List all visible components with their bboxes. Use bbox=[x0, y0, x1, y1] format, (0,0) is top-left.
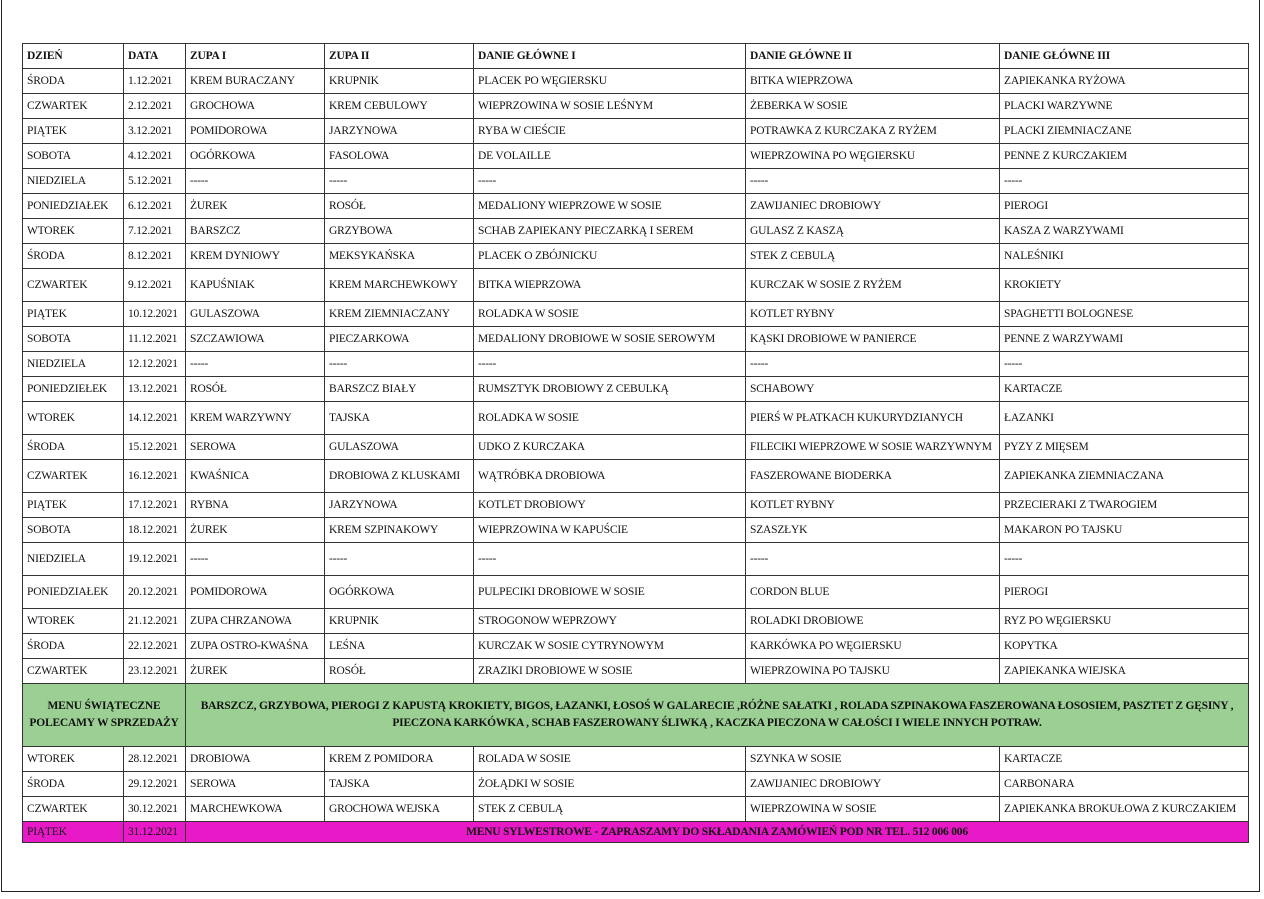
menu-row bbox=[23, 327, 1249, 352]
cell-main-1: WIEPRZOWINA W KAPUŚCIE bbox=[474, 518, 746, 543]
cell-day: CZWARTEK bbox=[23, 659, 124, 684]
cell-soup-2: ROSÓŁ bbox=[325, 194, 474, 219]
cell-date: 8.12.2021 bbox=[124, 244, 186, 269]
cell-soup-1: ŻUREK bbox=[186, 194, 325, 219]
cell-main-2: WIEPRZOWINA W SOSIE bbox=[746, 797, 1000, 822]
cell-main-1: STROGONOW WEPRZOWY bbox=[474, 609, 746, 634]
menu-row bbox=[23, 659, 1249, 684]
cell-main-1: RUMSZTYK DROBIOWY Z CEBULKĄ bbox=[474, 377, 746, 402]
cell-soup-2: LEŚNA bbox=[325, 634, 474, 659]
cell-date: 3.12.2021 bbox=[124, 119, 186, 144]
cell-day: ŚRODA bbox=[23, 435, 124, 460]
cell-date: 30.12.2021 bbox=[124, 797, 186, 822]
menu-row bbox=[23, 302, 1249, 327]
menu-row bbox=[23, 747, 1249, 772]
cell-soup-1: POMIDOROWA bbox=[186, 119, 325, 144]
menu-row bbox=[23, 435, 1249, 460]
cell-main-1: ----- bbox=[474, 169, 746, 194]
cell-main-1: ----- bbox=[474, 352, 746, 377]
menu-row bbox=[23, 460, 1249, 493]
cell-soup-1: OGÓRKOWA bbox=[186, 144, 325, 169]
cell-main-2: WIEPRZOWINA PO TAJSKU bbox=[746, 659, 1000, 684]
cell-date: 11.12.2021 bbox=[124, 327, 186, 352]
cell-day: CZWARTEK bbox=[23, 797, 124, 822]
cell-day: ŚRODA bbox=[23, 772, 124, 797]
cell-main-1: ROLADA W SOSIE bbox=[474, 747, 746, 772]
menu-row bbox=[23, 377, 1249, 402]
cell-date: 4.12.2021 bbox=[124, 144, 186, 169]
cell-main-1: RYBA W CIEŚCIE bbox=[474, 119, 746, 144]
cell-main-2: KOTLET RYBNY bbox=[746, 493, 1000, 518]
cell-date: 7.12.2021 bbox=[124, 219, 186, 244]
menu-row bbox=[23, 493, 1249, 518]
cell-main-2: SZASZŁYK bbox=[746, 518, 1000, 543]
cell-main-2: ZAWIJANIEC DROBIOWY bbox=[746, 194, 1000, 219]
cell-date: 17.12.2021 bbox=[124, 493, 186, 518]
menu-table bbox=[22, 43, 1249, 843]
cell-soup-2: KREM Z POMIDORA bbox=[325, 747, 474, 772]
cell-soup-1: ZUPA OSTRO-KWAŚNA bbox=[186, 634, 325, 659]
cell-main-2: ŻEBERKA W SOSIE bbox=[746, 94, 1000, 119]
cell-main-2: ZAWIJANIEC DROBIOWY bbox=[746, 772, 1000, 797]
header-soup-2: ZUPA II bbox=[325, 44, 474, 69]
cell-soup-2: GULASZOWA bbox=[325, 435, 474, 460]
cell-soup-1: BARSZCZ bbox=[186, 219, 325, 244]
cell-main-1: PLACEK PO WĘGIERSKU bbox=[474, 69, 746, 94]
header-date: DATA bbox=[124, 44, 186, 69]
cell-main-3: ----- bbox=[1000, 169, 1249, 194]
menu-row bbox=[23, 772, 1249, 797]
cell-main-1: DE VOLAILLE bbox=[474, 144, 746, 169]
cell-date: 19.12.2021 bbox=[124, 543, 186, 576]
cell-date: 23.12.2021 bbox=[124, 659, 186, 684]
cell-day: WTOREK bbox=[23, 609, 124, 634]
cell-main-1: WIEPRZOWINA W SOSIE LEŚNYM bbox=[474, 94, 746, 119]
menu-row bbox=[23, 194, 1249, 219]
cell-day: WTOREK bbox=[23, 402, 124, 435]
cell-main-1: KOTLET DROBIOWY bbox=[474, 493, 746, 518]
header-main-3: DANIE GŁÓWNE III bbox=[1000, 44, 1249, 69]
holiday-menu-text: BARSZCZ, GRZYBOWA, PIEROGI Z KAPUSTĄ KROKIETY, BIGOS, ŁAZANKI, ŁOSOŚ W GALARECIE ,RÓŻNE SAŁATKI , ROLADA SZPINAKOWA FASZEROWANA ŁOSOSIEM, PASZTET Z GĘSINY , PIECZONA KARKÓWKA , SCHAB FASZEROWANY ŚLIWKĄ , KACZKA PIECZONA W CAŁOŚCI I WIELE INNYCH POTRAW. bbox=[186, 684, 1249, 747]
menu-row bbox=[23, 402, 1249, 435]
cell-main-1: ----- bbox=[474, 543, 746, 576]
cell-main-2: STEK Z CEBULĄ bbox=[746, 244, 1000, 269]
cell-soup-2: ----- bbox=[325, 543, 474, 576]
cell-soup-2: KREM MARCHEWKOWY bbox=[325, 269, 474, 302]
cell-main-2: CORDON BLUE bbox=[746, 576, 1000, 609]
cell-date: 13.12.2021 bbox=[124, 377, 186, 402]
new-year-date: 31.12.2021 bbox=[124, 822, 186, 843]
cell-date: 18.12.2021 bbox=[124, 518, 186, 543]
cell-date: 6.12.2021 bbox=[124, 194, 186, 219]
cell-main-3: PLACKI WARZYWNE bbox=[1000, 94, 1249, 119]
cell-soup-1: GROCHOWA bbox=[186, 94, 325, 119]
cell-main-2: PIERŚ W PŁATKACH KUKURYDZIANYCH bbox=[746, 402, 1000, 435]
header-main-1: DANIE GŁÓWNE I bbox=[474, 44, 746, 69]
cell-soup-1: SEROWA bbox=[186, 772, 325, 797]
cell-date: 1.12.2021 bbox=[124, 69, 186, 94]
cell-main-3: PENNE Z KURCZAKIEM bbox=[1000, 144, 1249, 169]
cell-date: 22.12.2021 bbox=[124, 634, 186, 659]
holiday-menu-row bbox=[23, 684, 1249, 747]
cell-day: NIEDZIELA bbox=[23, 352, 124, 377]
cell-day: PIĄTEK bbox=[23, 119, 124, 144]
cell-main-3: PYZY Z MIĘSEM bbox=[1000, 435, 1249, 460]
cell-main-1: PLACEK O ZBÓJNICKU bbox=[474, 244, 746, 269]
cell-main-2: KURCZAK W SOSIE Z RYŻEM bbox=[746, 269, 1000, 302]
cell-main-2: BITKA WIEPRZOWA bbox=[746, 69, 1000, 94]
cell-soup-2: DROBIOWA Z KLUSKAMI bbox=[325, 460, 474, 493]
menu-row bbox=[23, 219, 1249, 244]
cell-soup-1: POMIDOROWA bbox=[186, 576, 325, 609]
cell-main-2: FILECIKI WIEPRZOWE W SOSIE WARZYWNYM bbox=[746, 435, 1000, 460]
cell-main-2: KOTLET RYBNY bbox=[746, 302, 1000, 327]
cell-soup-1: SEROWA bbox=[186, 435, 325, 460]
cell-main-3: KARTACZE bbox=[1000, 747, 1249, 772]
header-row bbox=[23, 44, 1249, 69]
menu-row bbox=[23, 94, 1249, 119]
cell-main-3: PIEROGI bbox=[1000, 576, 1249, 609]
menu-row bbox=[23, 518, 1249, 543]
menu-row bbox=[23, 576, 1249, 609]
cell-soup-2: GROCHOWA WEJSKA bbox=[325, 797, 474, 822]
cell-soup-1: KREM BURACZANY bbox=[186, 69, 325, 94]
cell-day: SOBOTA bbox=[23, 144, 124, 169]
cell-main-3: PIEROGI bbox=[1000, 194, 1249, 219]
cell-main-1: SCHAB ZAPIEKANY PIECZARKĄ I SEREM bbox=[474, 219, 746, 244]
cell-main-2: POTRAWKA Z KURCZAKA Z RYŻEM bbox=[746, 119, 1000, 144]
cell-main-3: KOPYTKA bbox=[1000, 634, 1249, 659]
new-year-message: MENU SYLWESTROWE - ZAPRASZAMY DO SKŁADANIA ZAMÓWIEŃ POD NR TEL. 512 006 006 bbox=[186, 822, 1249, 843]
cell-day: WTOREK bbox=[23, 747, 124, 772]
menu-row bbox=[23, 69, 1249, 94]
menu-row bbox=[23, 119, 1249, 144]
cell-date: 15.12.2021 bbox=[124, 435, 186, 460]
cell-date: 12.12.2021 bbox=[124, 352, 186, 377]
cell-soup-2: ----- bbox=[325, 352, 474, 377]
cell-main-1: ZRAZIKI DROBIOWE W SOSIE bbox=[474, 659, 746, 684]
cell-soup-1: ROSÓŁ bbox=[186, 377, 325, 402]
cell-main-1: ROLADKA W SOSIE bbox=[474, 302, 746, 327]
cell-soup-2: KRUPNIK bbox=[325, 609, 474, 634]
cell-main-3: NALEŚNIKI bbox=[1000, 244, 1249, 269]
cell-main-3: PRZECIERAKI Z TWAROGIEM bbox=[1000, 493, 1249, 518]
cell-soup-2: TAJSKA bbox=[325, 402, 474, 435]
cell-soup-2: ----- bbox=[325, 169, 474, 194]
menu-row bbox=[23, 634, 1249, 659]
cell-day: PONIEDZIAŁEK bbox=[23, 576, 124, 609]
cell-soup-2: PIECZARKOWA bbox=[325, 327, 474, 352]
cell-main-2: GULASZ Z KASZĄ bbox=[746, 219, 1000, 244]
cell-main-3: ZAPIEKANKA BROKUŁOWA Z KURCZAKIEM bbox=[1000, 797, 1249, 822]
cell-main-1: ROLADKA W SOSIE bbox=[474, 402, 746, 435]
cell-main-3: SPAGHETTI BOLOGNESE bbox=[1000, 302, 1249, 327]
cell-day: CZWARTEK bbox=[23, 460, 124, 493]
cell-main-2: KĄSKI DROBIOWE W PANIERCE bbox=[746, 327, 1000, 352]
cell-soup-2: BARSZCZ BIAŁY bbox=[325, 377, 474, 402]
cell-soup-2: MEKSYKAŃSKA bbox=[325, 244, 474, 269]
cell-soup-1: DROBIOWA bbox=[186, 747, 325, 772]
cell-main-3: KARTACZE bbox=[1000, 377, 1249, 402]
cell-main-2: KARKÓWKA PO WĘGIERSKU bbox=[746, 634, 1000, 659]
cell-main-3: MAKARON PO TAJSKU bbox=[1000, 518, 1249, 543]
cell-main-3: ----- bbox=[1000, 543, 1249, 576]
cell-day: PONIEDZIAŁEK bbox=[23, 194, 124, 219]
cell-soup-1: KAPUŚNIAK bbox=[186, 269, 325, 302]
new-year-row bbox=[23, 822, 1249, 843]
cell-main-1: PULPECIKI DROBIOWE W SOSIE bbox=[474, 576, 746, 609]
cell-soup-2: KREM ZIEMNIACZANY bbox=[325, 302, 474, 327]
cell-soup-1: ŻUREK bbox=[186, 659, 325, 684]
cell-soup-1: KWAŚNICA bbox=[186, 460, 325, 493]
cell-soup-1: SZCZAWIOWA bbox=[186, 327, 325, 352]
cell-soup-2: JARZYNOWA bbox=[325, 493, 474, 518]
cell-main-1: WĄTRÓBKA DROBIOWA bbox=[474, 460, 746, 493]
cell-date: 9.12.2021 bbox=[124, 269, 186, 302]
cell-soup-2: GRZYBOWA bbox=[325, 219, 474, 244]
cell-main-3: ZAPIEKANKA RYŻOWA bbox=[1000, 69, 1249, 94]
cell-main-3: ZAPIEKANKA WIEJSKA bbox=[1000, 659, 1249, 684]
cell-day: NIEDZIELA bbox=[23, 169, 124, 194]
cell-day: NIEDZIELA bbox=[23, 543, 124, 576]
cell-day: PIĄTEK bbox=[23, 302, 124, 327]
cell-main-1: STEK Z CEBULĄ bbox=[474, 797, 746, 822]
cell-date: 20.12.2021 bbox=[124, 576, 186, 609]
cell-soup-2: FASOLOWA bbox=[325, 144, 474, 169]
cell-day: SOBOTA bbox=[23, 327, 124, 352]
holiday-menu-label: MENU ŚWIĄTECZNE POLECAMY W SPRZEDAŻY bbox=[23, 684, 186, 747]
cell-date: 10.12.2021 bbox=[124, 302, 186, 327]
cell-soup-2: OGÓRKOWA bbox=[325, 576, 474, 609]
cell-soup-1: KREM WARZYWNY bbox=[186, 402, 325, 435]
cell-soup-1: ZUPA CHRZANOWA bbox=[186, 609, 325, 634]
cell-date: 29.12.2021 bbox=[124, 772, 186, 797]
menu-row bbox=[23, 609, 1249, 634]
cell-main-3: PLACKI ZIEMNIACZANE bbox=[1000, 119, 1249, 144]
cell-day: WTOREK bbox=[23, 219, 124, 244]
cell-soup-1: MARCHEWKOWA bbox=[186, 797, 325, 822]
cell-main-2: ----- bbox=[746, 169, 1000, 194]
menu-row bbox=[23, 797, 1249, 822]
cell-day: PONIEDZIEŁEK bbox=[23, 377, 124, 402]
cell-main-3: PENNE Z WARZYWAMI bbox=[1000, 327, 1249, 352]
cell-main-1: KURCZAK W SOSIE CYTRYNOWYM bbox=[474, 634, 746, 659]
cell-main-3: RYZ PO WĘGIERSKU bbox=[1000, 609, 1249, 634]
cell-main-2: WIEPRZOWINA PO WĘGIERSKU bbox=[746, 144, 1000, 169]
cell-soup-2: JARZYNOWA bbox=[325, 119, 474, 144]
cell-soup-2: KREM SZPINAKOWY bbox=[325, 518, 474, 543]
cell-date: 21.12.2021 bbox=[124, 609, 186, 634]
cell-soup-1: KREM DYNIOWY bbox=[186, 244, 325, 269]
cell-main-2: FASZEROWANE BIODERKA bbox=[746, 460, 1000, 493]
header-main-2: DANIE GŁÓWNE II bbox=[746, 44, 1000, 69]
cell-soup-1: ŻUREK bbox=[186, 518, 325, 543]
menu-row bbox=[23, 269, 1249, 302]
cell-main-1: MEDALIONY DROBIOWE W SOSIE SEROWYM bbox=[474, 327, 746, 352]
cell-soup-1: ----- bbox=[186, 352, 325, 377]
cell-day: ŚRODA bbox=[23, 244, 124, 269]
cell-day: ŚRODA bbox=[23, 69, 124, 94]
cell-main-3: KASZA Z WARZYWAMI bbox=[1000, 219, 1249, 244]
cell-main-3: KROKIETY bbox=[1000, 269, 1249, 302]
menu-row bbox=[23, 543, 1249, 576]
cell-date: 28.12.2021 bbox=[124, 747, 186, 772]
cell-date: 14.12.2021 bbox=[124, 402, 186, 435]
cell-soup-2: TAJSKA bbox=[325, 772, 474, 797]
cell-soup-1: ----- bbox=[186, 169, 325, 194]
cell-soup-2: KRUPNIK bbox=[325, 69, 474, 94]
cell-date: 2.12.2021 bbox=[124, 94, 186, 119]
cell-main-2: SCHABOWY bbox=[746, 377, 1000, 402]
cell-main-1: MEDALIONY WIEPRZOWE W SOSIE bbox=[474, 194, 746, 219]
new-year-day: PIĄTEK bbox=[23, 822, 124, 843]
cell-main-2: SZYNKA W SOSIE bbox=[746, 747, 1000, 772]
cell-day: PIĄTEK bbox=[23, 493, 124, 518]
cell-main-1: ŻOŁĄDKI W SOSIE bbox=[474, 772, 746, 797]
cell-main-1: UDKO Z KURCZAKA bbox=[474, 435, 746, 460]
cell-day: CZWARTEK bbox=[23, 94, 124, 119]
cell-soup-1: ----- bbox=[186, 543, 325, 576]
menu-row bbox=[23, 352, 1249, 377]
header-day: DZIEŃ bbox=[23, 44, 124, 69]
cell-soup-2: KREM CEBULOWY bbox=[325, 94, 474, 119]
cell-main-2: ----- bbox=[746, 352, 1000, 377]
header-soup-1: ZUPA I bbox=[186, 44, 325, 69]
cell-day: ŚRODA bbox=[23, 634, 124, 659]
cell-main-3: CARBONARA bbox=[1000, 772, 1249, 797]
menu-row bbox=[23, 244, 1249, 269]
cell-soup-1: RYBNA bbox=[186, 493, 325, 518]
cell-main-3: ŁAZANKI bbox=[1000, 402, 1249, 435]
cell-soup-1: GULASZOWA bbox=[186, 302, 325, 327]
cell-main-3: ----- bbox=[1000, 352, 1249, 377]
cell-date: 16.12.2021 bbox=[124, 460, 186, 493]
menu-row bbox=[23, 169, 1249, 194]
menu-row bbox=[23, 144, 1249, 169]
cell-day: SOBOTA bbox=[23, 518, 124, 543]
cell-main-2: ROLADKI DROBIOWE bbox=[746, 609, 1000, 634]
cell-date: 5.12.2021 bbox=[124, 169, 186, 194]
menu-body bbox=[23, 69, 1249, 843]
cell-main-2: ----- bbox=[746, 543, 1000, 576]
cell-main-3: ZAPIEKANKA ZIEMNIACZANA bbox=[1000, 460, 1249, 493]
cell-soup-2: ROSÓŁ bbox=[325, 659, 474, 684]
cell-day: CZWARTEK bbox=[23, 269, 124, 302]
cell-main-1: BITKA WIEPRZOWA bbox=[474, 269, 746, 302]
